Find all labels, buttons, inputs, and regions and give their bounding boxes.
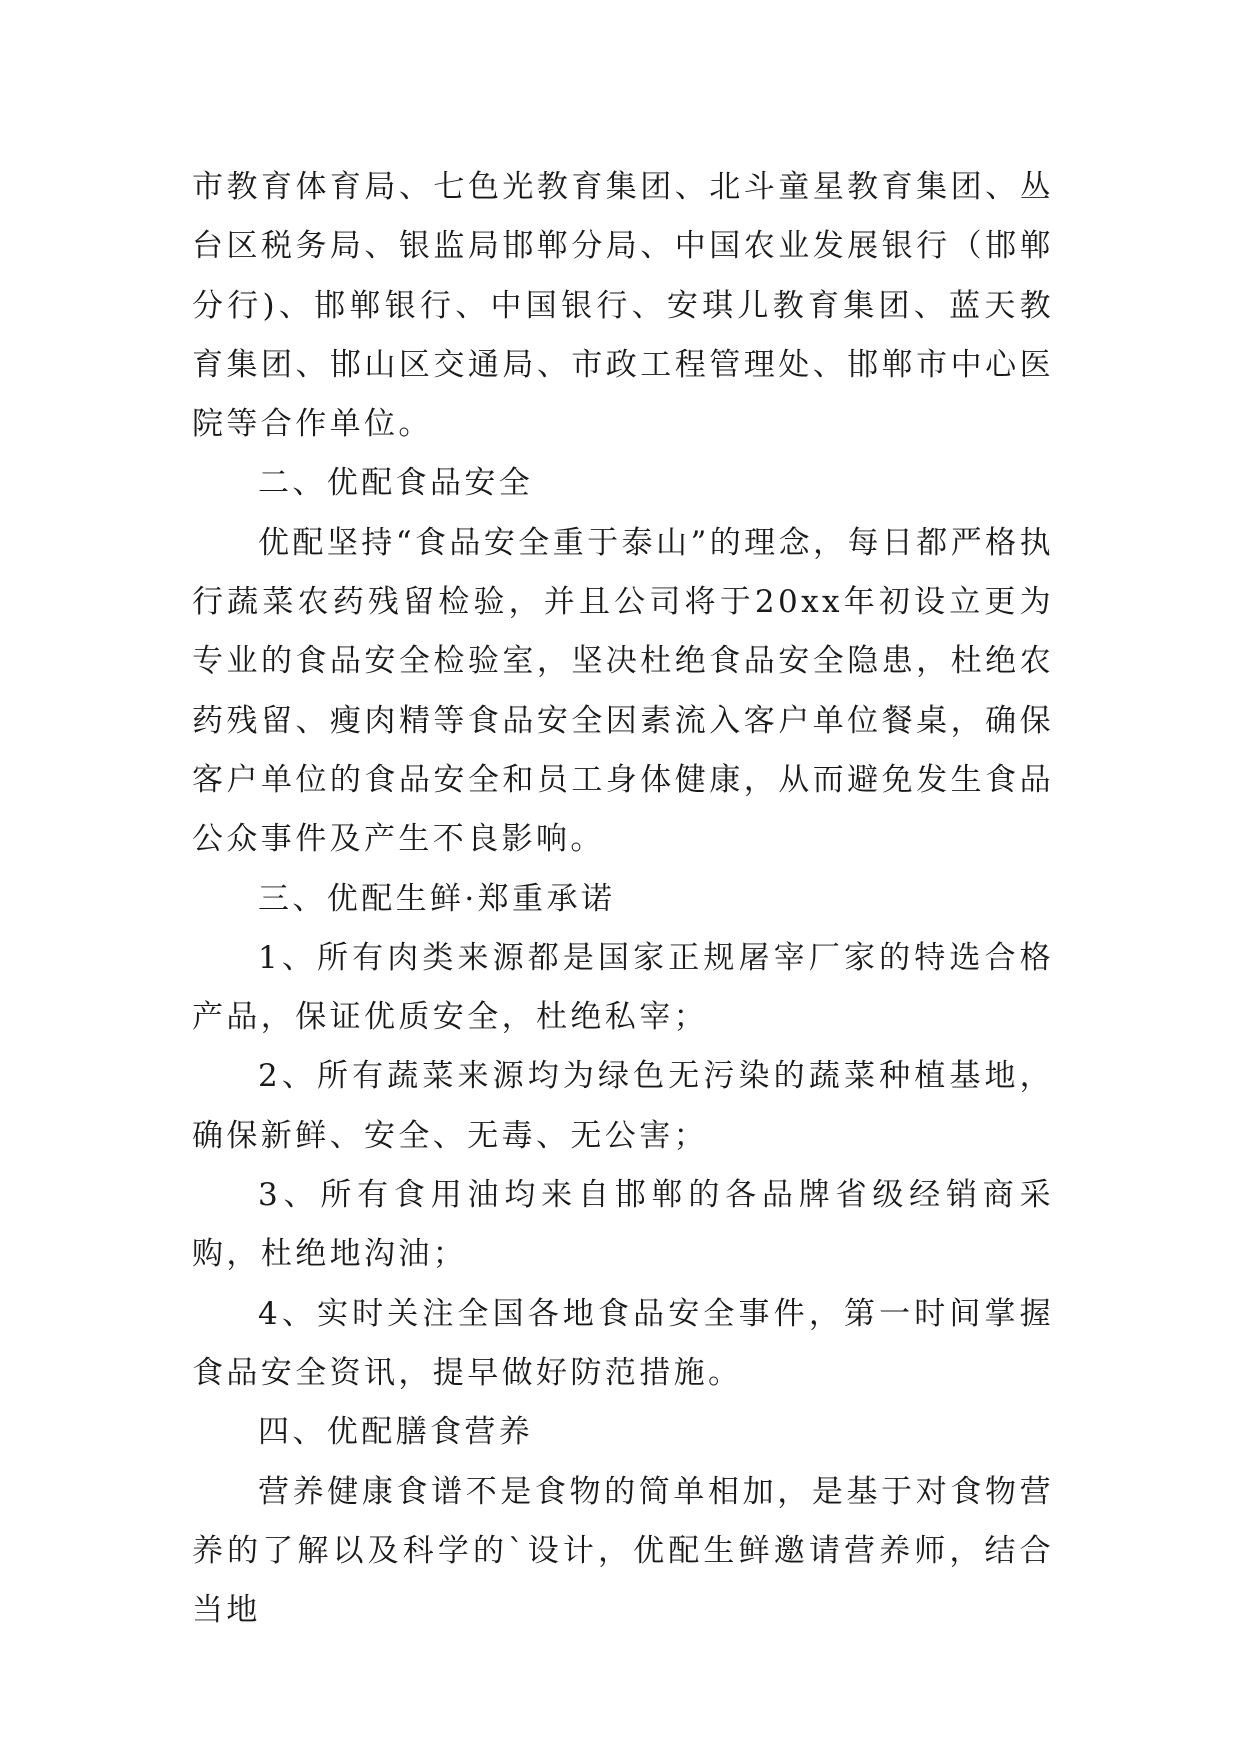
paragraph-food-safety: 优配坚持“食品安全重于泰山”的理念，每日都严格执行蔬菜农药残留检验，并且公司将于20xx年初设立更为专业的食品安全检验室，坚决杜绝食品安全隐患，杜绝农药残留、瘦肉精等食品安全因素流入客户单位餐桌，确保客户单位的食品安全和员工身体健康，从而避免发生食品公众事件及产生不良影响。 <box>192 524 1054 858</box>
list-item-vegetable-source: 2、所有蔬菜来源均为绿色无污染的蔬菜种植基地，确保新鲜、安全、无毒、无公害； <box>192 1058 1054 1154</box>
list-item-safety-monitoring: 4、实时关注全国各地食品安全事件，第一时间掌握食品安全资讯，提早做好防范措施。 <box>192 1295 1054 1391</box>
section-heading-nutrition: 四、优配膳食营养 <box>258 1414 534 1451</box>
document-body <box>192 158 1054 1640</box>
paragraph-nutrition: 营养健康食谱不是食物的简单相加，是基于对食物营养的了解以及科学的`设计，优配生鲜邀请营养师，结合当地 <box>192 1473 1054 1629</box>
paragraph-partner-units: 市教育体育局、七色光教育集团、北斗童星教育集团、丛台区税务局、银监局邯郸分局、中国农业发展银行（邯郸分行)、邯郸银行、中国银行、安琪儿教育集团、蓝天教育集团、邯山区交通局、市政工程管理处、邯郸市中心医院等合作单位。 <box>192 169 1054 443</box>
list-item-cooking-oil: 3、所有食用油均来自邯郸的各品牌省级经销商采购，杜绝地沟油； <box>192 1177 1054 1273</box>
section-heading-commitment: 三、优配生鲜·郑重承诺 <box>258 880 616 917</box>
list-item-meat-source: 1、所有肉类来源都是国家正规屠宰厂家的特选合格产品，保证优质安全，杜绝私宰； <box>192 939 1054 1036</box>
section-heading-food-safety: 二、优配食品安全 <box>258 465 534 502</box>
